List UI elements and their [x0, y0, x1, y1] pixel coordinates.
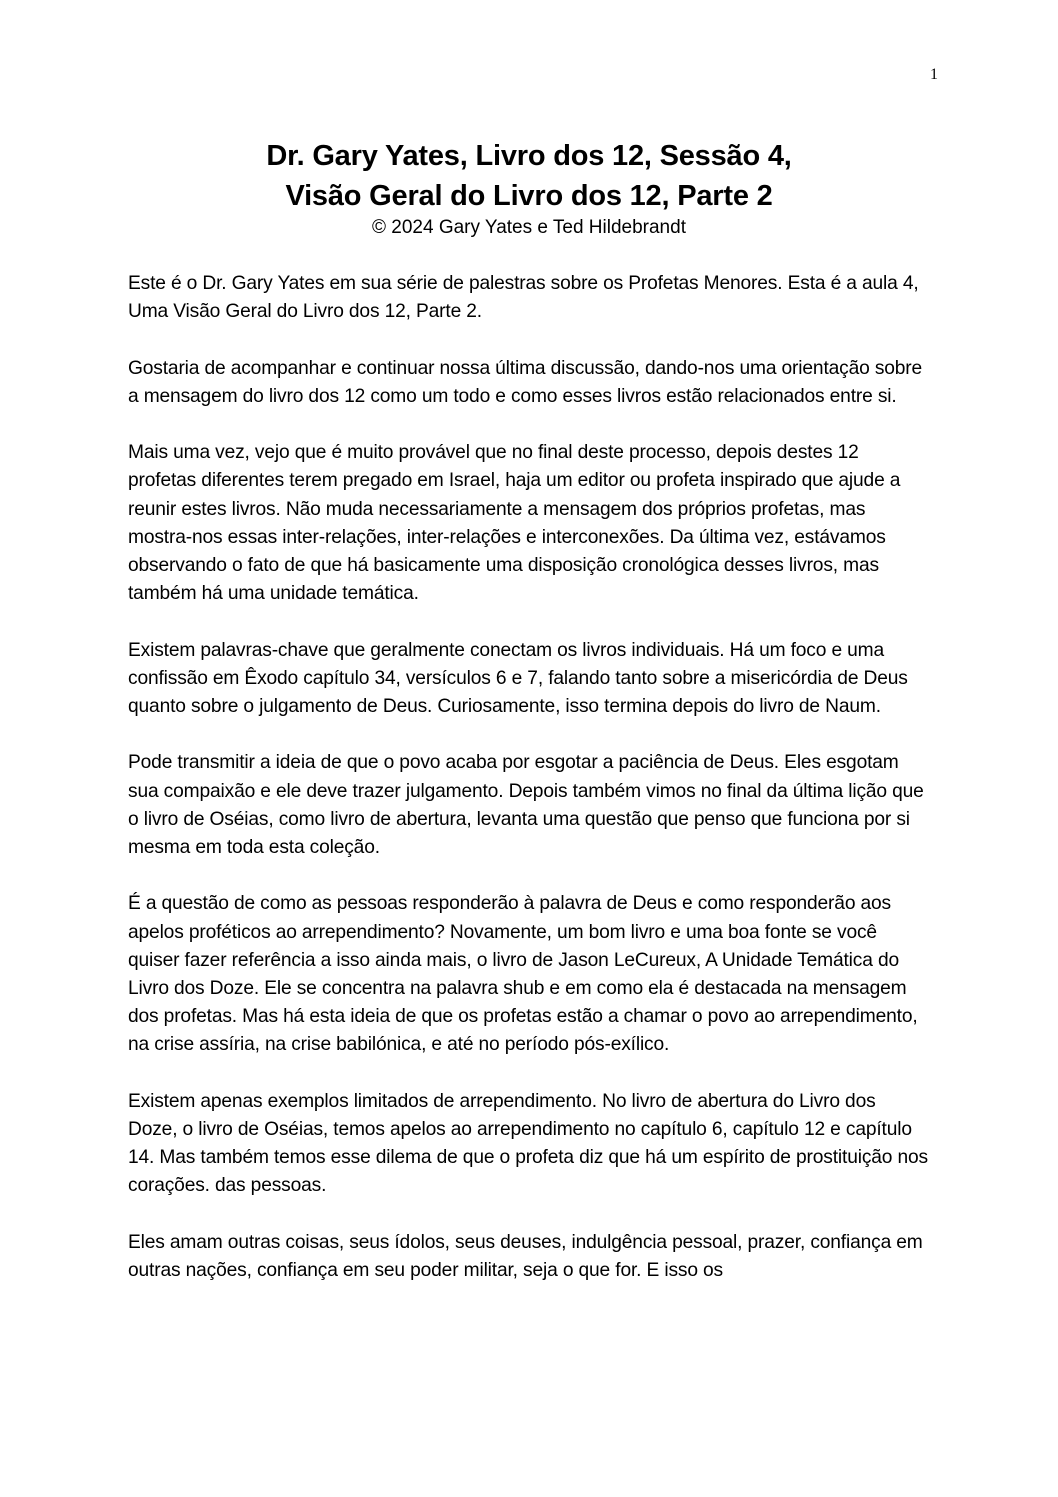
- body-text: [128, 270, 930, 1313]
- paragraph-4: Existem palavras-chave que geralmente conectam os livros individuais. Há um foco e uma confissão em Êxodo capítulo 34, versículos 6 e 7, falando tanto sobre a misericórdia de Deus quanto sobre o julgamento de Deus. Curiosamente, isso termina depois do livro de Naum.: [128, 639, 908, 717]
- page-number: 1: [930, 66, 938, 83]
- title-block: [0, 136, 1058, 242]
- paragraph-6: É a questão de como as pessoas responderão à palavra de Deus e como responderão aos apelos proféticos ao arrependimento? Novamente, um bom livro e uma boa fonte se você quiser fazer referência a isso ainda mais, o livro de Jason LeCureux, A Unidade Temática do Livro dos Doze. Ele se concentra na palavra shub e em como ela é destacada na mensagem dos profetas. Mas há esta ideia de que os profetas estão a chamar o povo ao arrependimento, na crise assíria, na crise babilónica, e até no período pós-exílico.: [128, 893, 918, 1056]
- copyright-notice: © 2024 Gary Yates e Ted Hildebrandt: [372, 217, 686, 238]
- paragraph-5: Pode transmitir a ideia de que o povo acaba por esgotar a paciência de Deus. Eles esgotam sua compaixão e ele deve trazer julgamento. Depois também vimos no final da última lição que o livro de Oséias, como livro de abertura, levanta uma questão que penso que funciona por si mesma em toda esta coleção.: [128, 752, 924, 858]
- paragraph-7: Existem apenas exemplos limitados de arrependimento. No livro de abertura do Livro dos Doze, o livro de Oséias, temos apelos ao arrependimento no capítulo 6, capítulo 12 e capítulo 14. Mas também temos esse dilema de que o profeta diz que há um espírito de prostituição nos corações. das pessoas.: [128, 1090, 928, 1197]
- paragraph-3: Mais uma vez, vejo que é muito provável que no final deste processo, depois destes 12 profetas diferentes terem pregado em Israel, haja um editor ou profeta inspirado que ajude a reunir estes livros. Não muda necessariamente a mensagem dos próprios profetas, mas mostra-nos essas inter-relações, inter-relações e interconexões. Da última vez, estávamos observando o fato de que há basicamente uma disposição cronológica desses livros, mas também há uma unidade temática.: [128, 442, 901, 605]
- paragraph-8: Eles amam outras coisas, seus ídolos, seus deuses, indulgência pessoal, prazer, confiança em outras nações, confiança em seu poder militar, seja o que for. E isso os: [128, 1231, 923, 1281]
- paragraph-2: Gostaria de acompanhar e continuar nossa última discussão, dando-nos uma orientação sobre a mensagem do livro dos 12 como um todo e como esses livros estão relacionados entre si.: [128, 357, 923, 407]
- paragraph-1: Este é o Dr. Gary Yates em sua série de palestras sobre os Profetas Menores. Esta é a aula 4, Uma Visão Geral do Livro dos 12, Parte 2.: [128, 273, 919, 323]
- document-title-line-1: Dr. Gary Yates, Livro dos 12, Sessão 4,: [266, 140, 792, 172]
- document-title-line-2: Visão Geral do Livro dos 12, Parte 2: [285, 180, 773, 212]
